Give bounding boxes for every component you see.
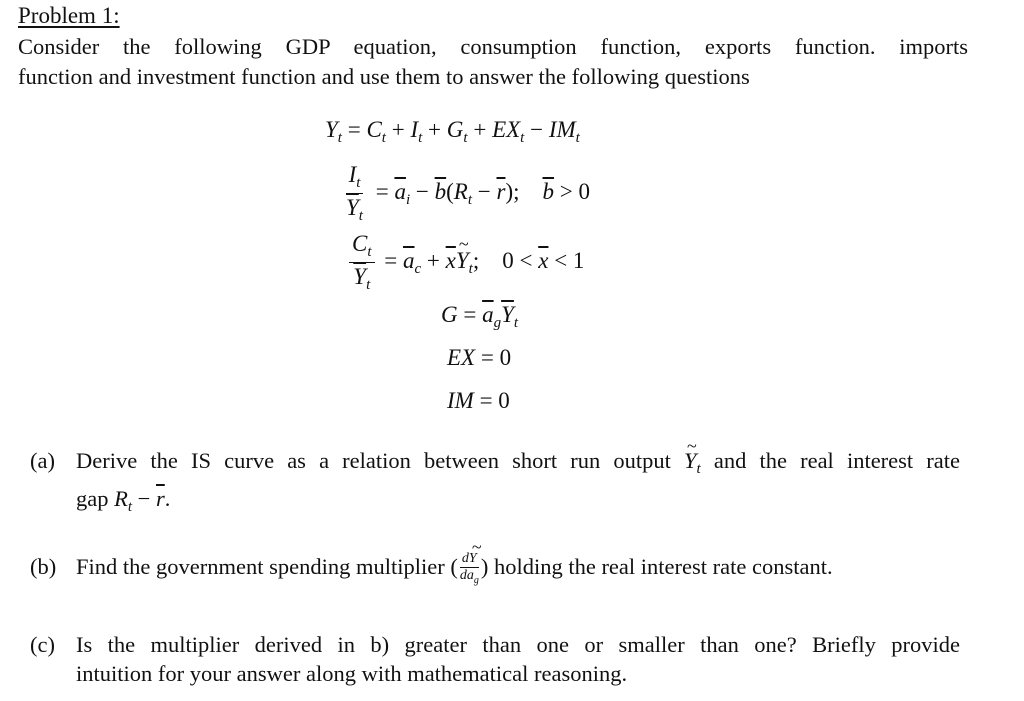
equation-government: $G = \overline{a}_g\overline{Y}_t$ — [441, 302, 519, 331]
intro-line-1: Consider the following GDP equation, consumption function, exports function. imports — [18, 34, 968, 59]
question-c-line-1: Is the multiplier derived in b) greater than one or smaller than one? Briefly provide — [76, 632, 960, 657]
problem-intro — [18, 32, 968, 92]
equation-gdp: $Y_t = C_t + I_t + G_t + EX_t - IM_t$ — [325, 117, 580, 146]
question-b: (b) Find the government spending multiplier ( d~ Y $d\overline{a}_g$ ) holding the real interest rate constant. — [30, 552, 960, 586]
question-a-line-1: Derive the IS curve as a relation between short run output ~ $Y_t$ and the real interest rate — [76, 446, 960, 484]
question-c-label: (c) — [30, 632, 55, 657]
equation-imports: IM = 0 — [447, 388, 510, 413]
question-a-line-2: gap $R_t - \overline{r}$. — [76, 486, 171, 515]
question-a-label: (a) — [30, 448, 55, 473]
question-c-line-2: intuition for your answer along with mathematical reasoning. — [76, 661, 628, 686]
question-c — [30, 630, 960, 688]
intro-line-2: function and investment function and use them to answer the following questions — [18, 64, 750, 89]
equation-exports: EX = 0 — [447, 345, 512, 370]
question-b-label: (b) — [30, 554, 57, 579]
multiplier-fraction: d~ Y $d\overline{a}_g$ — [458, 552, 481, 586]
equation-investment: $\frac{I_t}{\overline{Y}_t}$ = $\overline{a}_i - \overline{b}(R_t - \overline{r})$; $\overline{b} > 0$ — [346, 162, 590, 224]
problem-heading: Problem 1: — [18, 3, 120, 28]
equation-consumption: $\frac{C_t}{\overline{Y}_t}$ = $\overline{a}_c$ + $\overline{x}\sim$ $Y_t$; $0 < \overline{x} < 1$ — [349, 232, 584, 293]
question-a — [30, 446, 960, 522]
